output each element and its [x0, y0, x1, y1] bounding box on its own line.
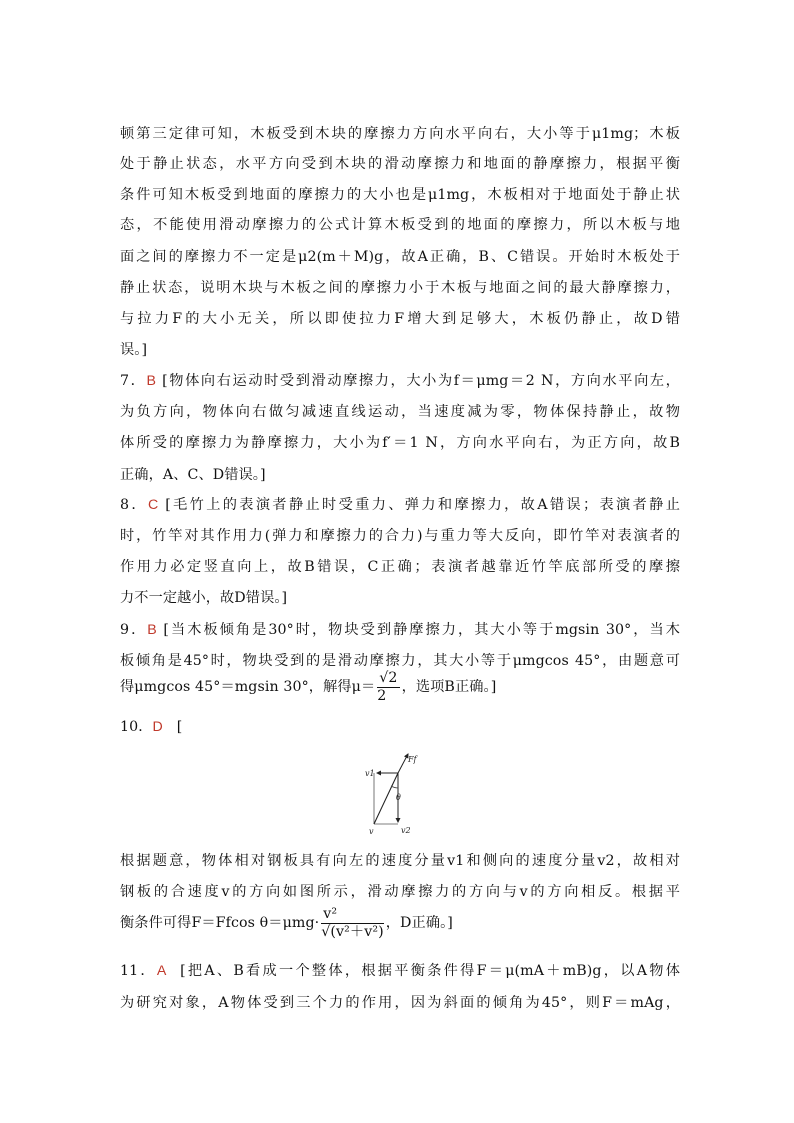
question-number: 9．: [120, 622, 148, 638]
v2-label: v2: [401, 826, 411, 835]
text-line: 条件可知木板受到地面的摩擦力的大小也是μ1mg，木板相对于地面处于静止状: [120, 187, 680, 203]
text-line: 根据题意，物体相对钢板具有向左的速度分量v1和侧向的速度分量v2，故相对: [120, 853, 680, 869]
answer-text: [毛竹上的表演者静止时受重力、弹力和摩擦力，故A错误；表演者静止: [165, 497, 680, 513]
answer-11: [120, 961, 680, 981]
formula-text: ，D正确。]: [385, 915, 453, 931]
answer-7: [120, 371, 680, 391]
answer-text: [当木板倾角是30°时，物块受到静摩擦力，其大小等于mgsin 30°，当木: [163, 622, 680, 638]
text-line: 态，不能使用滑动摩擦力的公式计算木板受到的地面的摩擦力，所以木板与地: [120, 217, 680, 233]
text-line: 体所受的摩擦力为静摩擦力，大小为f′＝1 N，方向水平向右，为正方向，故B: [120, 435, 680, 451]
answer-label: D: [152, 719, 163, 735]
text-line: 作用力必定竖直向上，故B错误，C正确；表演者越靠近竹竿底部所受的摩擦: [120, 559, 680, 575]
answer-text: [物体向右运动时受到滑动摩擦力，大小为f＝μmg＝2 N，方向水平向左，: [162, 373, 680, 389]
question-number: 8．: [120, 497, 148, 513]
fraction-numerator: √2: [379, 669, 398, 686]
text-line: 与拉力F的大小无关，所以即使拉力F增大到足够大，木板仍静止，故D错: [120, 311, 680, 327]
question-number: 11．: [120, 963, 157, 979]
formula-text: 得μmgcos 45°＝mgsin 30°，解得μ＝: [120, 679, 376, 695]
answer-8: [120, 495, 680, 515]
v1-label: v1: [365, 769, 375, 778]
fraction: [377, 670, 399, 705]
text-line: 面之间的摩擦力不一定是μ2(m＋M)g，故A正确，B、C错误。开始时木板处于: [120, 249, 680, 265]
theta-label: θ: [396, 793, 401, 802]
text-line: 钢板的合速度v的方向如图所示，滑动摩擦力的方向与v的方向相反。根据平: [120, 884, 680, 900]
answer-label: B: [146, 373, 157, 389]
answer-label: A: [156, 963, 167, 979]
fraction: [321, 906, 384, 941]
text-line: 误。]: [120, 342, 148, 358]
answer-9: [120, 620, 680, 640]
text-line: 板倾角是45°时，物块受到的是滑动摩擦力，其大小等于μmgcos 45°，由题意可: [120, 653, 680, 669]
fraction-denominator: √(v²＋v²): [321, 923, 384, 940]
resultant-v-line: [374, 773, 398, 824]
answer-label: B: [147, 622, 157, 638]
formula-line: [120, 668, 680, 706]
text-line: 时，竹竿对其作用力(弹力和摩擦力的合力)与重力等大反向，即竹竿对表演者的: [120, 528, 680, 544]
fraction-denominator: 2: [377, 687, 387, 704]
text-line: 处于静止状态，水平方向受到木块的滑动摩擦力和地面的静摩擦力，根据平衡: [120, 156, 680, 172]
text-line: 顿第三定律可知，木板受到木块的摩擦力方向水平向右，大小等于μ1mg；木板: [120, 126, 680, 142]
formula-text: ，选项B正确。]: [401, 679, 497, 695]
text-line: 为负方向，物体向右做匀减速直线运动，当速度减为零，物体保持静止，故物: [120, 404, 680, 420]
question-number: 10．: [120, 719, 153, 735]
text-line: 为研究对象，A物体受到三个力的作用，因为斜面的倾角为45°，则F＝mAg，: [120, 995, 680, 1011]
answer-label: C: [147, 497, 159, 513]
v-label: v: [369, 827, 374, 836]
ff-arrow: [398, 754, 408, 773]
bracket: [: [176, 719, 183, 735]
theta-arc: [391, 786, 398, 788]
text-line: 正确，A、C、D错误。]: [120, 467, 266, 483]
fraction-numerator: v²: [321, 906, 384, 924]
formula-text: 衡条件可得F＝Ffcos θ＝μmg·: [120, 915, 320, 931]
answer-10: [120, 717, 680, 737]
text-line: 力不一定越小，故D错误。]: [120, 590, 288, 606]
answer-text: [把A、B看成一个整体，根据平衡条件得F＝μ(mA＋mB)g，以A物体: [180, 963, 680, 979]
ff-label: Ff: [408, 755, 417, 764]
text-line: 静止状态，说明木块与木板之间的摩擦力小于木板与地面之间的最大静摩擦力，: [120, 280, 680, 296]
velocity-diagram: [358, 755, 438, 838]
formula-line: [120, 902, 680, 944]
question-number: 7．: [120, 373, 147, 389]
